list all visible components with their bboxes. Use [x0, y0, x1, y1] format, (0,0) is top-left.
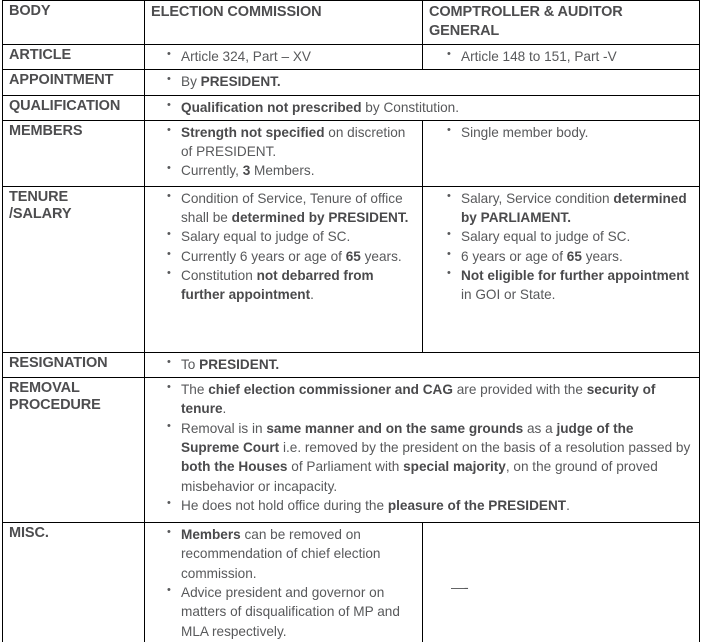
cell-resignation-merged [145, 352, 700, 377]
list-item [181, 47, 416, 66]
table-row-appointment [3, 70, 700, 95]
text: Salary equal to judge of SC. [461, 229, 631, 245]
table-header-row [3, 1, 700, 45]
text-bold: both the Houses [181, 459, 288, 475]
text: He does not hold office during the [181, 497, 388, 513]
bullet-list [151, 72, 693, 91]
header-cell-body: BODY [3, 1, 145, 45]
text: Advice president and governor on matters of disqualification of MP and MLA respectively. [181, 585, 400, 639]
text: To [181, 356, 200, 372]
row-label-misc: MISC. [3, 523, 145, 642]
cell-misc-cag: —- [423, 523, 700, 642]
text: Salary, Service condition [461, 190, 614, 206]
text-bold: PRESIDENT. [200, 74, 281, 90]
text: of Parliament with [287, 459, 404, 475]
text: . [310, 287, 314, 303]
bullet-list [151, 380, 693, 515]
cell-qualification-merged [145, 95, 700, 120]
text-bold: Not eligible for further appointment [461, 268, 690, 284]
text-bold: judge of the Supreme Court [181, 420, 634, 456]
table-row-qualification [3, 95, 700, 120]
text: can be removed on recommendation of chief election commission. [181, 527, 381, 581]
text-bold: determined by PRESIDENT. [231, 210, 409, 226]
table-row-removal-procedure [3, 378, 700, 523]
list-item [461, 189, 693, 228]
text: by Constitution. [361, 99, 460, 115]
row-label-line-2: PROCEDURE [9, 397, 101, 414]
list-item [181, 189, 416, 228]
list-item [181, 525, 416, 583]
text: Constitution [181, 268, 257, 284]
cell-article-ec [145, 45, 423, 70]
row-label-resignation: RESIGNATION [3, 352, 145, 377]
list-item [461, 266, 693, 305]
text: Single member body. [461, 124, 589, 140]
list-item [181, 227, 416, 246]
text: 6 years or age of [461, 248, 567, 264]
list-item [181, 161, 416, 180]
list-item [461, 227, 693, 246]
text: Members. [250, 163, 315, 179]
text: The [181, 382, 209, 398]
table-row-tenure-salary [3, 186, 700, 352]
header-cell-election-commission: ELECTION COMMISSION [145, 1, 423, 45]
bullet-list [151, 47, 416, 66]
cell-members-ec [145, 120, 423, 186]
bullet-list [429, 189, 693, 305]
text: are provided with the [452, 382, 587, 398]
cell-appointment-merged [145, 70, 700, 95]
list-item [181, 266, 416, 305]
text: , on the ground of proved misbehavior or incapacity. [181, 459, 658, 494]
text: i.e. removed by the president on the basis of a resolution passed by [279, 440, 691, 456]
bullet-list [151, 123, 416, 181]
list-item [181, 583, 416, 641]
text-bold: determined by PARLIAMENT. [461, 190, 687, 226]
bullet-list [429, 47, 693, 66]
text: as a [523, 420, 557, 436]
row-label-qualification: QUALIFICATION [3, 95, 145, 120]
row-label-removal-procedure [3, 378, 145, 523]
cell-article-cag [423, 45, 700, 70]
text-bold: Strength not specified [181, 124, 325, 140]
header-cell-comptroller-auditor-general: COMPTROLLER & AUDITOR GENERAL [423, 1, 700, 45]
cell-removal-merged [145, 378, 700, 523]
text-bold: same manner and on the same grounds [266, 420, 524, 436]
bullet-list [151, 355, 693, 374]
text: . [222, 401, 227, 417]
list-item [181, 98, 693, 117]
list-item [181, 355, 693, 374]
text: Salary equal to judge of SC. [181, 229, 351, 245]
list-item [461, 247, 693, 266]
bullet-list [429, 123, 693, 142]
text-bold: 65 [345, 248, 361, 264]
row-label-tenure-salary [3, 186, 145, 352]
text-bold: pleasure of the PRESIDENT [387, 497, 567, 513]
bullet-list [151, 525, 416, 641]
text-bold: not debarred from further appointment [181, 268, 374, 303]
list-item [181, 419, 693, 496]
row-label-line-1: REMOVAL [9, 380, 80, 397]
text: Article 148 to 151, Part -V [461, 49, 617, 64]
text-bold: security of tenure [181, 382, 656, 417]
cell-misc-ec [145, 523, 423, 642]
text: Currently 6 years or age of [181, 248, 346, 264]
row-label-appointment: APPOINTMENT [3, 70, 145, 95]
text-bold: 3 [242, 163, 251, 179]
text: . [566, 497, 570, 513]
row-label-members: MEMBERS [3, 120, 145, 186]
list-item [181, 380, 693, 419]
text: years. [360, 248, 402, 264]
list-item [181, 247, 416, 266]
text-bold: Members [181, 527, 241, 543]
cell-tenure-cag [423, 186, 700, 352]
table-row-article [3, 45, 700, 70]
text: years. [581, 248, 623, 264]
text: Currently, [181, 163, 243, 179]
text: By [181, 74, 201, 90]
list-item [461, 47, 693, 66]
text: in GOI or State. [461, 287, 556, 303]
row-label-article: ARTICLE [3, 45, 145, 70]
text-bold: PRESIDENT. [199, 356, 280, 372]
cell-members-cag [423, 120, 700, 186]
text: Removal is in [181, 420, 267, 436]
text-bold: special majority [403, 459, 506, 475]
cell-tenure-ec [145, 186, 423, 352]
bullet-list [151, 189, 416, 305]
row-label-line-1: TENURE [9, 188, 69, 205]
list-item [461, 123, 693, 142]
list-item [181, 123, 416, 162]
bullet-list [151, 98, 693, 117]
text: Condition of Service, Tenure of office shall be [181, 190, 403, 226]
text: Article 324, Part – XV [181, 49, 311, 64]
table-row-members [3, 120, 700, 186]
election-commission-cag-comparison-table [2, 0, 700, 642]
list-item [181, 72, 693, 91]
text-bold: 65 [566, 248, 582, 264]
row-label-line-2: /SALARY [9, 206, 72, 222]
list-item [181, 496, 693, 515]
text-bold: chief election commissioner and CAG [208, 382, 453, 398]
table-row-resignation [3, 352, 700, 377]
table-row-misc [3, 523, 700, 642]
text-bold: Qualification not prescribed [181, 99, 362, 115]
text: on discretion of PRESIDENT. [181, 124, 406, 160]
